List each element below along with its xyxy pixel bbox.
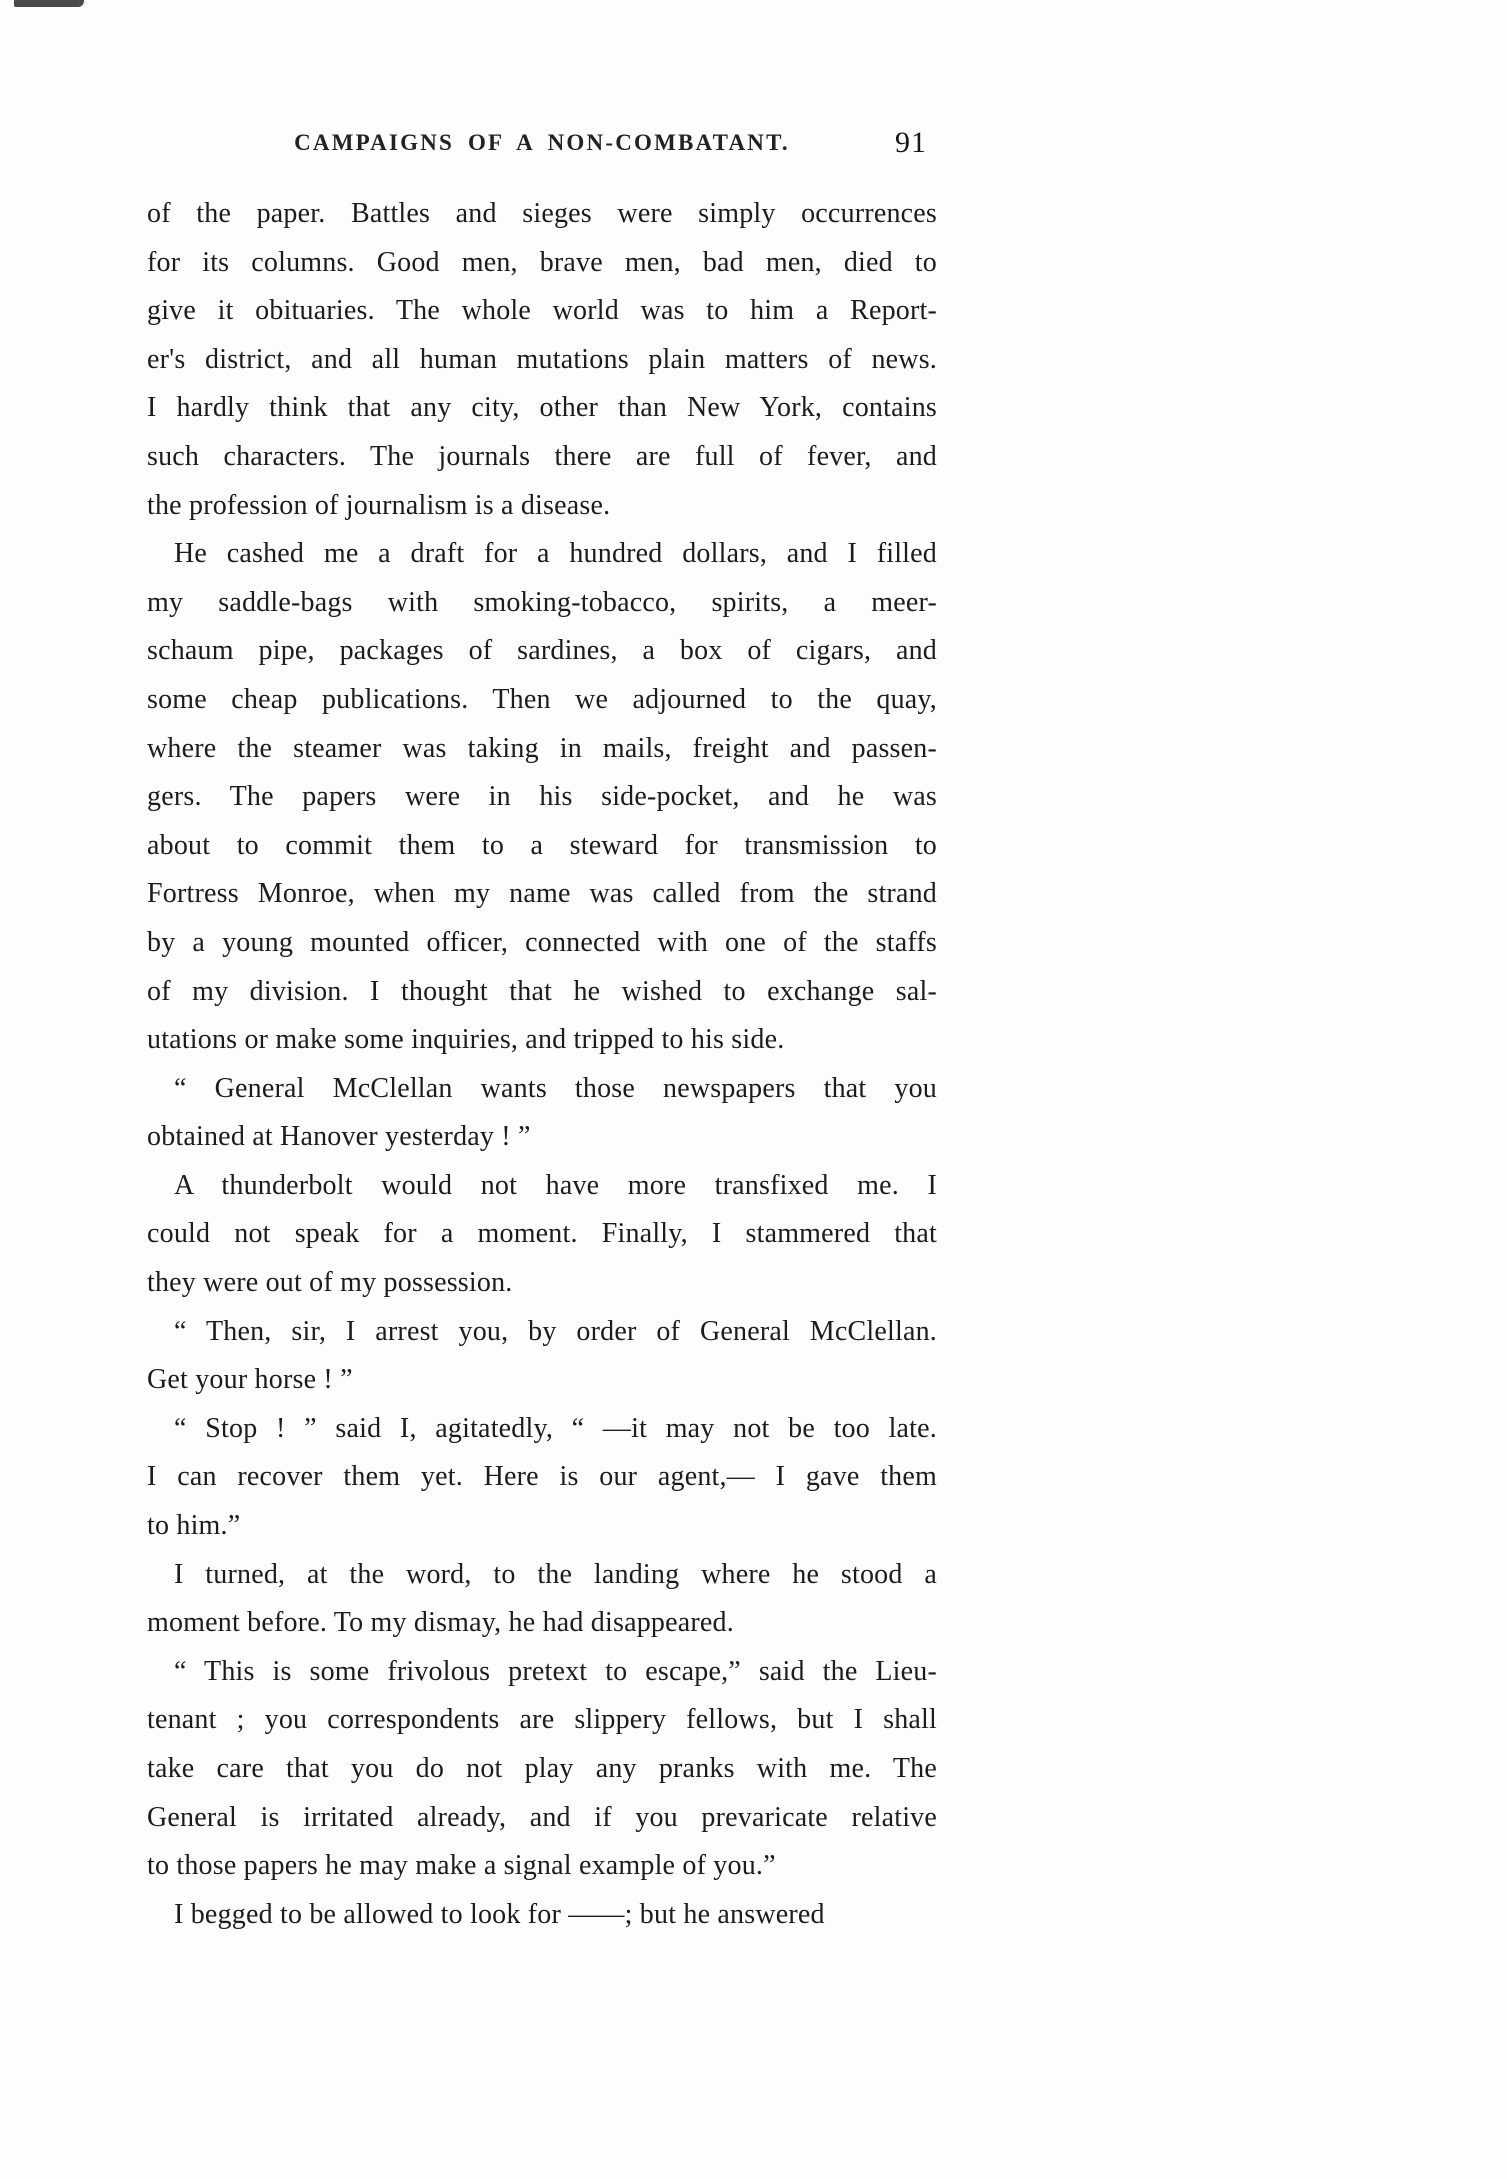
text-line: utations or make some inquiries, and tripped to his side.: [147, 1024, 785, 1056]
text-line: some cheap publications. Then we adjourned to the quay,: [147, 683, 937, 715]
text-line: could not speak for a moment. Finally, I stammered that: [147, 1218, 937, 1250]
text-line: er's district, and all human mutations plain matters of news.: [147, 343, 937, 375]
text-line: I begged to be allowed to look for ——; but he answered: [174, 1898, 825, 1930]
text-line: I can recover them yet. Here is our agent,— I gave them: [147, 1461, 937, 1493]
text-line: “ Then, sir, I arrest you, by order of General McClellan.: [174, 1315, 937, 1347]
text-line: Fortress Monroe, when my name was called from the strand: [147, 878, 937, 910]
text-line: General is irritated already, and if you prevaricate relative: [147, 1801, 937, 1833]
text-line: to him.”: [147, 1510, 241, 1542]
text-line: of the paper. Battles and sieges were simply occurrences: [147, 198, 937, 229]
scan-artifact: [14, 0, 84, 7]
text-line: gers. The papers were in his side-pocket, and he was: [147, 781, 937, 813]
text-line: the profession of journalism is a disease.: [147, 489, 611, 521]
text-line: tenant ; you correspondents are slippery fellows, but I shall: [147, 1704, 937, 1736]
text-line: take care that you do not play any pranks with me. The: [147, 1753, 937, 1784]
text-line: I turned, at the word, to the landing where he stood a: [174, 1558, 937, 1590]
text-line: He cashed me a draft for a hundred dollars, and I filled: [174, 538, 937, 570]
text-line: of my division. I thought that he wished to exchange sal-: [147, 975, 937, 1007]
text-line: “ Stop ! ” said I, agitatedly, “ —it may not be too late.: [174, 1412, 937, 1444]
text-line: about to commit them to a steward for transmission to: [147, 829, 937, 861]
running-title: CAMPAIGNS OF A NON-COMBATANT.: [294, 130, 790, 155]
text-line: give it obituaries. The whole world was to him a Report-: [147, 295, 937, 327]
text-line: Get your horse ! ”: [147, 1364, 353, 1396]
text-block: [147, 190, 937, 1939]
text-line: my saddle-bags with smoking-tobacco, spirits, a meer-: [147, 586, 937, 618]
text-line: to those papers he may make a signal example of you.”: [147, 1850, 776, 1882]
page-header: [147, 126, 937, 166]
page-number: 91: [895, 126, 927, 159]
text-line: A thunderbolt would not have more transfixed me. I: [174, 1169, 937, 1201]
text-line: “ This is some frivolous pretext to escape,” said the Lieu-: [174, 1655, 937, 1687]
text-line: schaum pipe, packages of sardines, a box of cigars, and: [147, 635, 937, 667]
text-line: they were out of my possession.: [147, 1267, 513, 1299]
text-line: such characters. The journals there are full of fever, and: [147, 440, 937, 472]
text-line: I hardly think that any city, other than New York, contains: [147, 392, 937, 424]
text-line: by a young mounted officer, connected with one of the staffs: [147, 926, 937, 958]
text-line: “ General McClellan wants those newspapers that you: [174, 1072, 937, 1104]
text-line: for its columns. Good men, brave men, bad men, died to: [147, 246, 937, 278]
text-line: where the steamer was taking in mails, freight and passen-: [147, 732, 937, 764]
text-line: obtained at Hanover yesterday ! ”: [147, 1121, 531, 1153]
text-line: moment before. To my dismay, he had disappeared.: [147, 1607, 734, 1639]
